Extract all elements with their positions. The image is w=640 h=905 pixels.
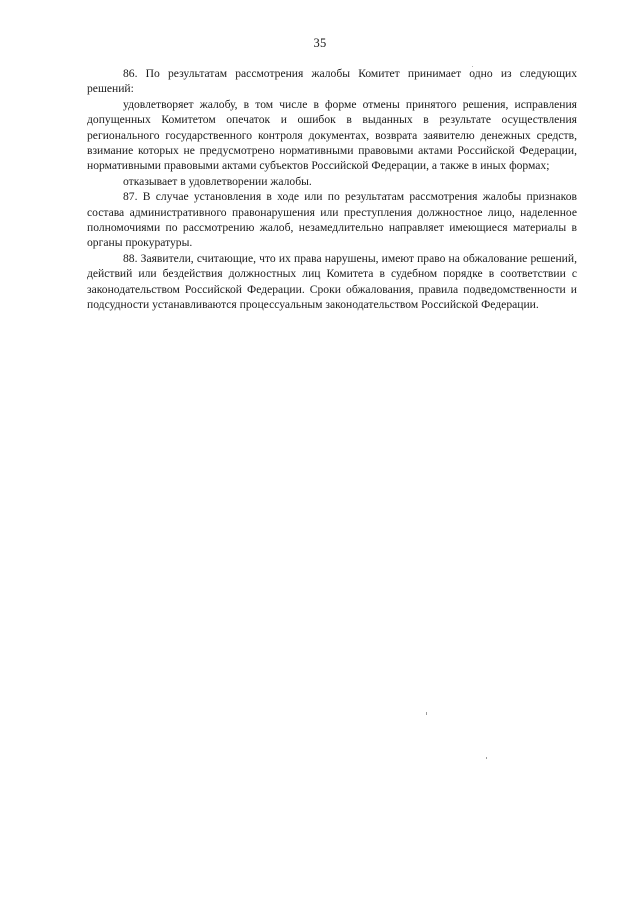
- page-number: 35: [313, 36, 327, 50]
- scan-speck: [426, 712, 427, 715]
- paragraph-86-option-refuse: отказывает в удовлетворении жалобы.: [123, 174, 312, 188]
- paragraph-87: 87. В случае установления в ходе или по результатам рассмотрения жалобы признаков состава административного правонарушения или преступления должностное лицо, наделенное полномочиями по рассмотрению жалоб, незамедлительно направляет имеющиеся материалы в органы прокуратуры.: [87, 190, 577, 250]
- scan-speck: [486, 757, 487, 759]
- paragraph-86-intro: 86. По результатам рассмотрения жалобы Комитет принимает одно из следующих решений:: [87, 67, 577, 96]
- document-body: [87, 66, 577, 313]
- scan-speck: [472, 66, 473, 67]
- paragraph-88: 88. Заявители, считающие, что их права нарушены, имеют право на обжалование решений, действий или бездействия должностных лиц Комитета в судебном порядке в соответствии с законодательством Российской Федерации. Сроки обжалования, правила подведомственности и подсудности устанавливаются процессуальным законодательством Российской Федерации.: [87, 251, 577, 312]
- paragraph-86-option-satisfy: удовлетворяет жалобу, в том числе в форме отмены принятого решения, исправления допущенных Комитетом опечаток и ошибок в выданных в результате осуществления регионального государственного контроля документах, возврата заявителю денежных средств, взимание которых не предусмотрено нормативными правовыми актами Российской Федерации, нормативными правовыми актами субъектов Российской Федерации, а также в иных формах;: [87, 97, 577, 173]
